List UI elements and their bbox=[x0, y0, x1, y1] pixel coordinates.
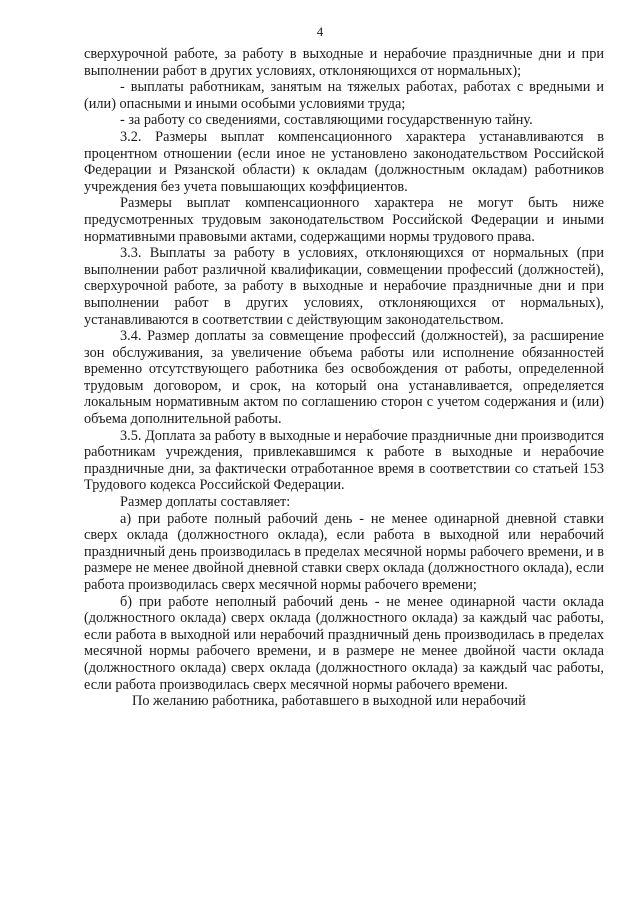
document-body bbox=[84, 46, 604, 710]
list-item-hazardous-work: - выплаты работникам, занятым на тяжелых работах, работах с вредными и (или) опасными и иными особыми условиями труда; bbox=[84, 79, 604, 112]
item-b-part-day: б) при работе неполный рабочий день - не менее одинарной части оклада (должностного оклада) сверх оклада (должностного оклада) за каждый час работы, если работа в выходной или нерабочий праздничный день производилась в пределах месячной нормы рабочего времени, и в размере не менее двойной части оклада (должностного оклада) сверх оклада (должностного оклада) за каждый час работы, если работа производилась сверх месячной нормы рабочего времени. bbox=[84, 593, 604, 693]
paragraph-continuation: сверхурочной работе, за работу в выходные и нерабочие праздничные дни и при выполнении работ в других условиях, отклоняющихся от нормальных); bbox=[84, 46, 604, 79]
payment-size-heading: Размер доплаты составляет: bbox=[120, 494, 291, 511]
list-item-state-secret: - за работу со сведениями, составляющими государственную тайну. bbox=[120, 112, 533, 129]
clause-3-2: 3.2. Размеры выплат компенсационного характера устанавливаются в процентном отношении (если иное не установлено законодательством Российской Федерации и Рязанской области) к окладам (должностным окладам) работников учреждения без учета повышающих коэффициентов. bbox=[84, 128, 604, 195]
page-number: 4 bbox=[316, 24, 324, 39]
clause-3-4: 3.4. Размер доплаты за совмещение профессий (должностей), за расширение зон обслуживания, за увеличение объема работы или исполнение обязанностей временно отсутствующего работника без освобождения от работы, определенной трудовым договором, и срок, на который она устанавливается, определяется локальным нормативным актом по соглашению сторон с учетом содержания и (или) объема дополнительной работы. bbox=[84, 328, 604, 428]
clause-3-5: 3.5. Доплата за работу в выходные и нерабочие праздничные дни производится работникам учреждения, привлекавшимся к работе в выходные и нерабочие праздничные дни, за фактически отработанное время в соответствии со статьей 153 Трудового кодекса Российской Федерации. bbox=[84, 427, 604, 494]
paragraph-employee-request: По желанию работника, работавшего в выходной или нерабочий bbox=[132, 693, 526, 710]
clause-3-2-minimum: Размеры выплат компенсационного характера не могут быть ниже предусмотренных трудовым законодательством Российской Федерации и иными нормативными правовыми актами, содержащими нормы трудового права. bbox=[84, 195, 604, 245]
item-a-full-day: а) при работе полный рабочий день - не менее одинарной дневной ставки сверх оклада (должностного оклада), если работа в выходной или нерабочий праздничный день производилась в пределах месячной нормы рабочего времени, и в размере не менее двойной дневной ставки сверх оклада (должностного оклада), если работа производилась сверх месячной нормы рабочего времени; bbox=[84, 510, 604, 593]
clause-3-3: 3.3. Выплаты за работу в условиях, отклоняющихся от нормальных (при выполнении работ различной квалификации, совмещении профессий (должностей), сверхурочной работе, за работу в выходные и нерабочие праздничные дни и при выполнении работ в других условиях, отклоняющихся от нормальных), устанавливаются в соответствии с действующим законодательством. bbox=[84, 245, 604, 328]
